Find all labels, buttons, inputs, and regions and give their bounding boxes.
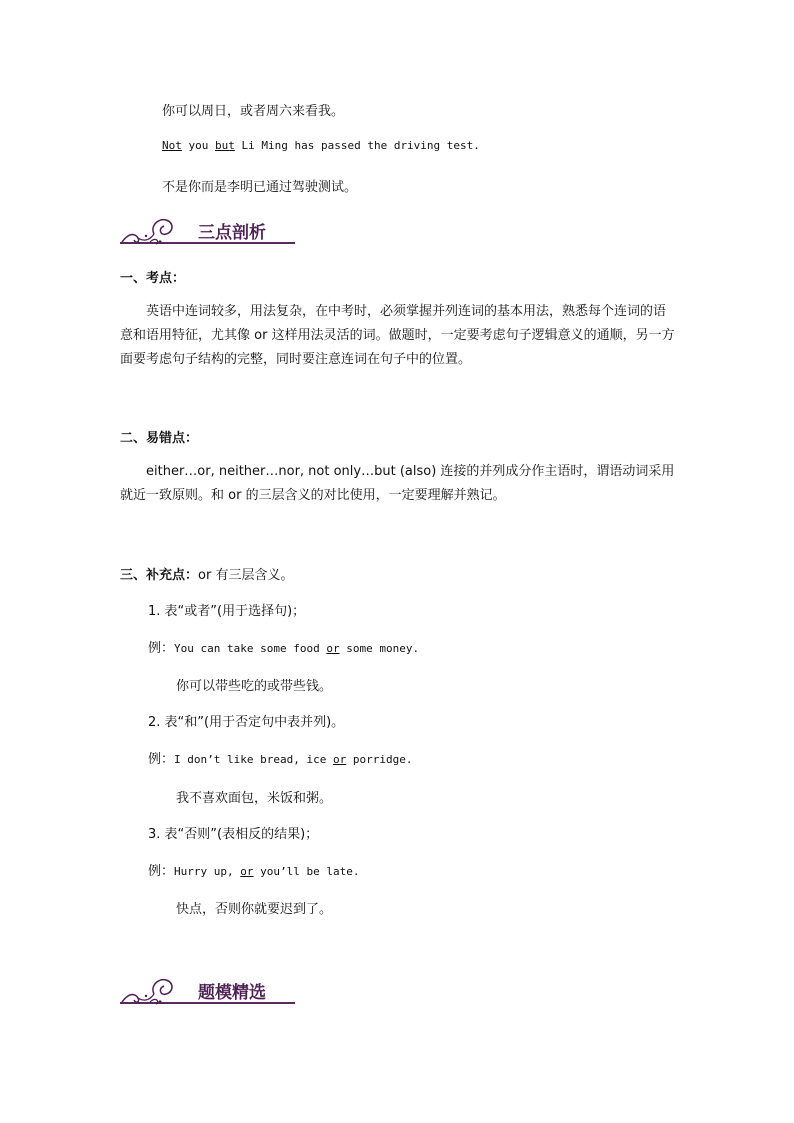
buchongdian-heading-tail: or 有三层含义。 — [198, 568, 294, 583]
list-item-label: 1. 表“或者”(用于选择句)； — [148, 604, 306, 619]
yicuodian-paragraph — [120, 460, 676, 508]
example-translation: 快点，否则你就要迟到了。 — [176, 902, 333, 917]
example-text-you: you — [181, 139, 215, 152]
example-translation-1: 你可以周日，或者周六来看我。 — [162, 104, 345, 119]
section-header-exercises — [120, 976, 295, 1004]
example-translation-2: 不是你而是李明已通过驾驶测试。 — [162, 180, 358, 195]
example-prefix: 例： — [148, 864, 175, 879]
example-text: Hurry up, — [174, 865, 241, 878]
section-title: 题模精选 — [198, 983, 266, 1003]
buchongdian-heading-line — [120, 564, 293, 583]
buchongdian-heading: 三、补充点： — [120, 568, 199, 583]
example-translation: 你可以带些吃的或带些钱。 — [176, 679, 333, 694]
example-text: I don’t like bread, ice — [174, 753, 333, 766]
example-text-rest: Li Ming has passed the driving test. — [234, 139, 480, 152]
example-line — [148, 637, 419, 656]
underlined-not: Not — [162, 139, 182, 152]
kaodian-text: 英语中连词较多，用法复杂，在中考时，必须掌握并列连词的基本用法，熟悉每个连词的语意和语用特征，尤其像 or 这样用法灵活的词。做题时，一定要考虑句子逻辑意义的通顺，另一方面要考虑句子结构的完整，同时要注意连词在句子中的位置。 — [120, 304, 675, 367]
list-item-label: 3. 表“否则”(表相反的结果)； — [148, 827, 319, 842]
yicuodian-heading: 二、易错点： — [120, 431, 199, 446]
kaodian-paragraph — [120, 300, 676, 372]
list-item-label: 2. 表“和”(用于否定句中表并列)。 — [148, 715, 345, 730]
section-header-analysis — [120, 216, 295, 244]
example-text-after: porridge. — [346, 753, 413, 766]
example-line — [148, 860, 359, 879]
flourish-ornament-icon — [120, 972, 192, 1006]
example-line — [148, 748, 412, 767]
yicuodian-text: either…or, neither…nor, not only…but (also) 连接的并列成分作主语时，谓语动词采用就近一致原则。和 or 的三层含义的对比使用，一定要理解并熟记。 — [120, 464, 675, 503]
example-prefix: 例： — [148, 641, 175, 656]
underlined-or: or — [326, 642, 340, 655]
kaodian-heading: 一、考点： — [120, 271, 186, 286]
example-text-after: you’ll be late. — [253, 865, 360, 878]
example-text: You can take some food — [174, 642, 327, 655]
example-text-after: some money. — [339, 642, 420, 655]
underlined-but: but — [215, 139, 235, 152]
flourish-ornament-icon — [120, 212, 192, 246]
example-translation: 我不喜欢面包，米饭和粥。 — [176, 791, 333, 806]
underlined-or: or — [240, 865, 254, 878]
example-sentence-not-but — [162, 139, 480, 152]
example-prefix: 例： — [148, 752, 175, 767]
section-title: 三点剖析 — [198, 223, 266, 243]
underlined-or: or — [332, 753, 347, 766]
